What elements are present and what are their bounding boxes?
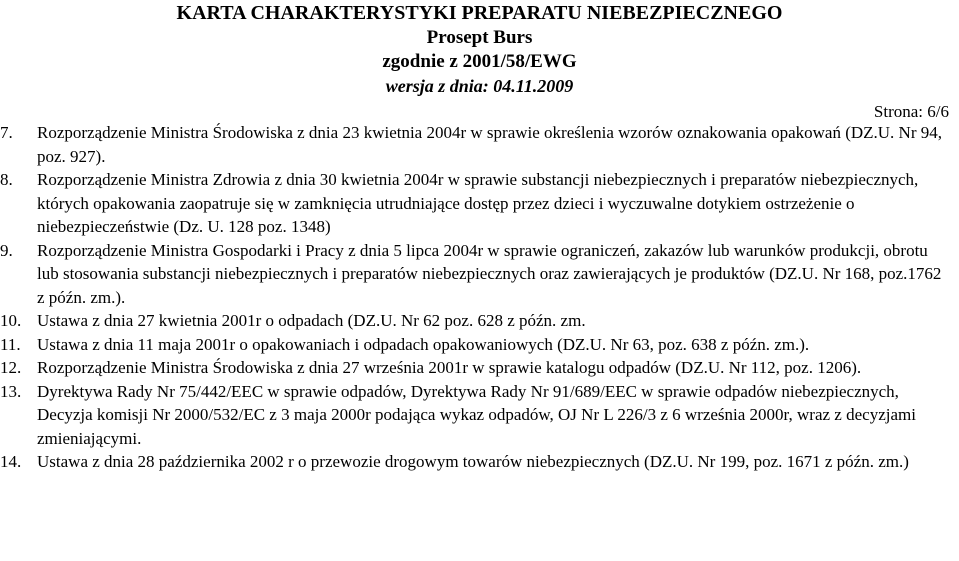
page-number: Strona: 6/6 (873, 102, 949, 121)
list-item (0, 168, 959, 239)
document-title: KARTA CHARAKTERYSTYKI PREPARATU NIEBEZPIECZNEGO (176, 2, 783, 24)
document-header (0, 0, 959, 98)
list-item-text: Rozporządzenie Ministra Środowiska z dnia 23 kwietnia 2004r w sprawie określenia wzorów oznakowania opakowań (DZ.U. Nr 94, poz. 927). (37, 123, 942, 166)
list-item (0, 121, 959, 168)
list-item-number: 11. (0, 334, 21, 354)
list-item-text: Rozporządzenie Ministra Środowiska z dnia 27 września 2001r w sprawie katalogu odpadów (DZ.U. Nr 112, poz. 1206). (37, 358, 862, 377)
directive-reference: zgodnie z 2001/58/EWG (382, 51, 577, 72)
list-item (0, 309, 959, 333)
list-item (0, 239, 959, 310)
list-item-text: Ustawa z dnia 27 kwietnia 2001r o odpadach (DZ.U. Nr 62 poz. 628 z późn. zm. (37, 311, 586, 330)
list-item-text: Rozporządzenie Ministra Zdrowia z dnia 30 kwietnia 2004r w sprawie substancji niebezpiecznych i preparatów niebezpiecznych, których opakowania zaopatruje się w zamknięcia utrudniające dostęp przez dzieci i wyczuwalne dotykiem ostrzeżenie o niebezpieczeństwie (Dz. U. 128 poz. 1348) (37, 170, 919, 236)
list-item-number: 7. (0, 123, 13, 142)
list-item-number: 13. (0, 381, 22, 401)
list-item-number: 10. (0, 311, 22, 330)
list-item-text: Dyrektywa Rady Nr 75/442/EEC w sprawie odpadów, Dyrektywa Rady Nr 91/689/EEC w sprawie odpadów niebezpiecznych, Decyzja komisji Nr 2000/532/EC z 3 maja 2000r podająca wykaz odpadów, OJ Nr L 226/3 z 6 września 2000r, wraz z decyzjami zmieniającymi. (37, 381, 916, 448)
list-item (0, 450, 959, 474)
list-item (0, 333, 959, 357)
list-item (0, 380, 959, 451)
version-date: wersja z dnia: 04.11.2009 (385, 76, 574, 96)
product-name: Prosept Burs (426, 27, 533, 48)
list-item-number: 14. (0, 452, 22, 471)
list-item-number: 8. (0, 170, 13, 189)
list-item-text: Ustawa z dnia 28 października 2002 r o przewozie drogowym towarów niebezpiecznych (DZ.U. Nr 199, poz. 1671 z późn. zm.) (37, 452, 909, 471)
list-item-text: Rozporządzenie Ministra Gospodarki i Pracy z dnia 5 lipca 2004r w sprawie ograniczeń, zakazów lub warunków produkcji, obrotu lub stosowania substancji niebezpiecznych i preparatów niebezpiecznych oraz zawierających je produktów (DZ.U. Nr 168, poz.1762 z późn. zm.). (37, 240, 942, 307)
list-item-text: Ustawa z dnia 11 maja 2001r o opakowaniach i odpadach opakowaniowych (DZ.U. Nr 63, poz. 638 z późn. zm.). (37, 334, 810, 354)
list-item-number: 9. (0, 240, 13, 260)
list-item (0, 356, 959, 380)
reference-list (0, 121, 959, 474)
list-item-number: 12. (0, 358, 22, 377)
